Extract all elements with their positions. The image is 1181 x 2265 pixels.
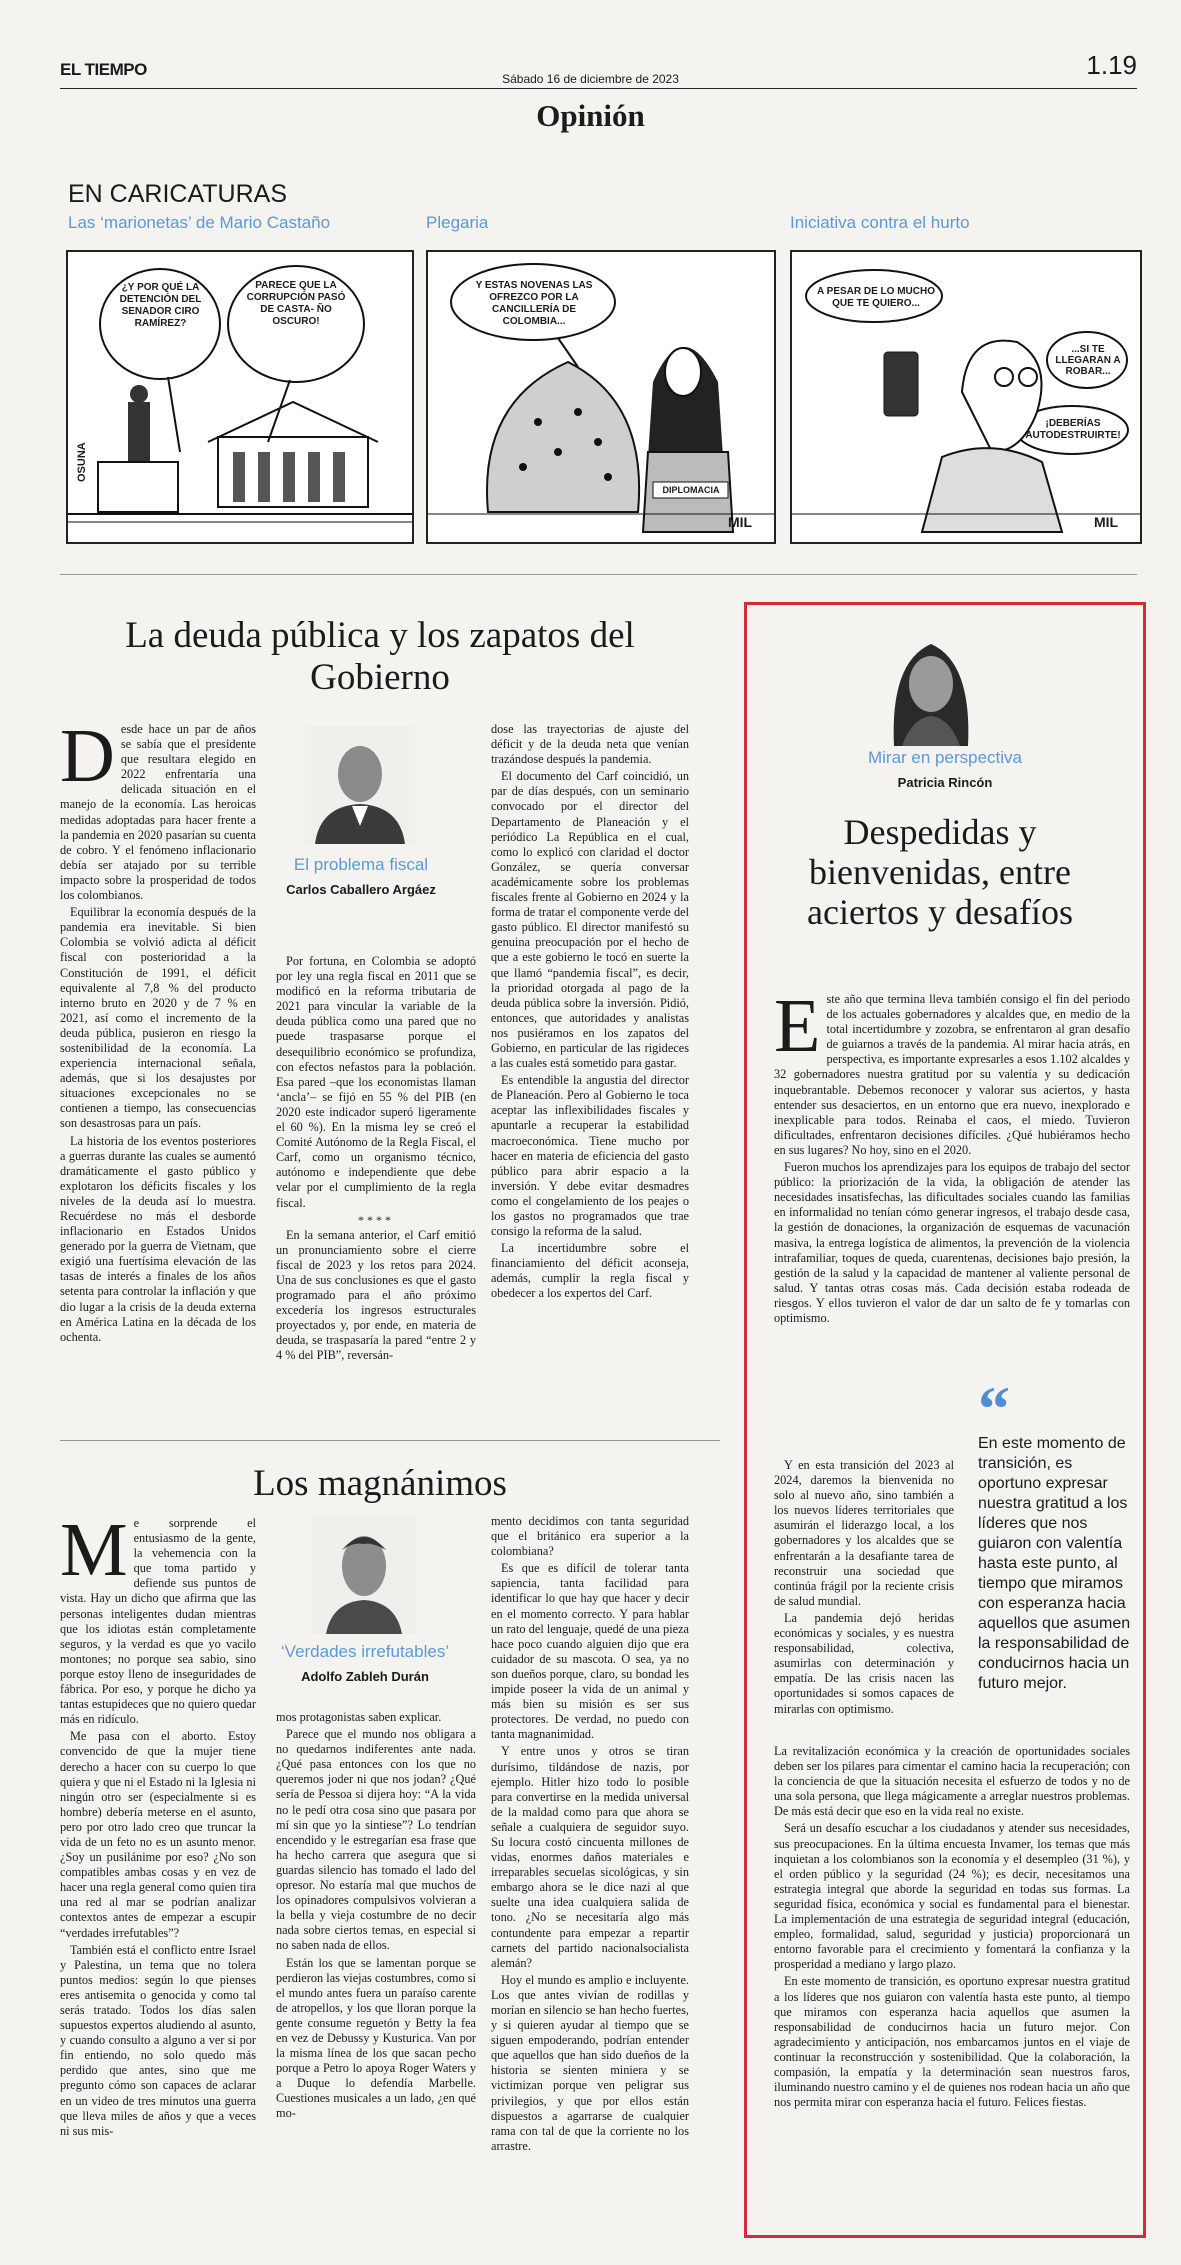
paragraph: Fueron muchos los aprendizajes para los equipos de trabajo del sector público: la priorización de la vida, la obligación de atender las necesidades insatisfechas, las dificultades sociales cuando las familias en informalidad no tenían cómo generar ingresos, el trabajo desde casa, la gestión de donaciones, la organización de esquemas de vacunación masiva, la entrega logística de alimentos, la prevención de la violencia intrafamiliar, toques de queda, cuarentenas, decisiones bajo presión, la gestión de la salud y la capacidad de mantener al valiente personal de salud. Y tantas otras cosas más. Cada decisión estaba rodeada de riesgos. Y ellos tuvieron el valor de dar un salto de fe y tomarlas con optimismo. — [774, 1160, 1130, 1325]
author-photo-rincon — [872, 622, 990, 746]
cartoon-1 — [66, 250, 414, 544]
edition-date: Sábado 16 de diciembre de 2023 — [502, 72, 679, 86]
paragraph: Y entre unos y otros se tiran durísimo, tildándose de nazis, por ejemplo. Hitler hizo todo lo posible para convertirse en la medida universal de la maldad como para que ahora se señale a cualquiera de seguidor suyo. Su locura costó cincuenta millones de vidas, enormes daños materiales e irreparables secuelas sicológicas, y sin embargo ahora se le dice nazi al que suelte una idea cualquiera salida de tono. ¿No se necesitaría algo más contundente para empezar a repartir carnets del partido nacionalsocialista alemán? — [491, 1744, 689, 1970]
paragraph: Equilibrar la economía después de la pandemia era inevitable. Si bien Colombia se volvió adicta al déficit fiscal con posterioridad a la Constitución de 1991, el déficit equivalente al 7,8 % del producto interno bruto en 2020 y de 7 % en 2021, así como el incremento de la deuda pública, pusieron en riesgo la sostenibilidad de la economía. La experiencia internacional señala, además, que si los desajustes por situaciones excepcionales no se contienen a tiempo, las consecuencias son desastrosas para un país. — [60, 905, 256, 1131]
page-number: 1.19 — [1086, 50, 1137, 80]
paragraph: La pandemia dejó heridas económicas y sociales, y es nuestra responsabilidad, colectiva, asumirlas con determinación y empatía. De las crisis nacen las oportunidades si somos capaces de mirarlas con optimismo. — [774, 1610, 954, 1716]
article1-dropcap: D — [60, 722, 115, 798]
paragraph: En la semana anterior, el Carf emitió un pronunciamiento sobre el cierre fiscal de 2023 y los retos para 2024. Una de sus conclusiones es que el gasto programado para el año próximo excedería los ingresos estructurales proyectados y, por ende, en materia de deuda, se traspasaría la pared “entre 2 y 4 % del PIB”, reversán- — [276, 1227, 476, 1363]
paragraph: Están los que se lamentan porque se perdieron las viejas costumbres, como si el mundo antes fuera un paraíso carente de atropellos, y los que lloran porque la gente consume reguetón y Betty la fea en vez de Debussy y Kusturica. Van por la misma línea de los que sacan pecho porque a Petro lo apoya Roger Waters y a Duque lo defendía Marbelle. Cuestiones musicales a un lado, ¿en qué mo- — [276, 1955, 476, 2121]
paragraph: Por fortuna, en Colombia se adoptó por ley una regla fiscal en 2011 que se modificó en la reforma tributaria de 2021 para vincular la variable de la deuda pública como una pared que no puede traspasarse porque el desequilibrio económico se profundiza, con efectos nefastos para la población. Esa pared –que los economistas llaman ‘ancla’– se fijó en 55 % del PIB (en 2020 este indicador superó ligeramente el 60 %). En la misma ley se creó el Comité Autónomo de la Regla Fiscal, el Carf, como un organismo técnico, autónomo e independiente que debe velar por el cumplimiento de la regla fiscal. — [276, 954, 476, 1210]
cartoon-1-bubble-2: PARECE QUE LA CORRUPCIÓN PASÓ DE CASTA- ÑO OSCURO! — [246, 280, 346, 327]
paragraph: La incertidumbre sobre el financiamiento del déficit aconseja, además, cumplir la regla fiscal y obedecer a los expertos del Carf. — [491, 1241, 689, 1301]
cartoon-3-bubble-3: ¡DEBERÍAS AUTODESTRUIRTE! — [1025, 418, 1121, 441]
cartoon-2-signature: MIL — [728, 514, 753, 530]
article2-dropcap: M — [60, 1516, 128, 1592]
cartoons-heading: EN CARICATURAS — [68, 180, 288, 208]
cartoon-title-3: Iniciativa contra el hurto — [790, 213, 970, 232]
paragraph: Y en esta transición del 2023 al 2024, daremos la bienvenida no solo al nuevo año, sino también a los nuevos líderes territoriales que asumirán el liderazgo local, a los gobernadores y los alcaldes que se enfrentarán a la desafiante tarea de reconstruir una sociedad que continúa frágil por la reciente crisis de salud mundial. — [774, 1458, 954, 1608]
article3-title: Despedidas y bienvenidas, entre aciertos y desafíos — [807, 812, 1073, 932]
article2-col3 — [491, 1514, 689, 2234]
paragraph: mos protagonistas saben explicar. — [276, 1710, 442, 1724]
paragraph: En este momento de transición, es oportuno expresar nuestra gratitud a los líderes que nos guiaron con valentía hasta este punto, al tiempo que miramos con esperanza hacia aquellos que asumen la responsabilidad de conducirnos hacia un futuro mejor. Con agradecimiento y anticipación, nos embarcamos juntos en el viaje de continuar la reconstrucción y sostenibilidad. Que la colaboración, la compasión, la empatía y la determinación sean nuestros faros, iluminando nuestro camino y el de quienes nos rodean hacia un año que nos permita mirar con esperanza hacia el futuro. Felices fiestas. — [774, 1974, 1130, 2110]
paragraph: La revitalización económica y la creación de oportunidades sociales deben ser los pilares para cimentar el camino hacia la recuperación; con la conciencia de que la situación necesita el esfuerzo de todos y no de una sola persona, que llega mágicamente a arreglar nuestros problemas. De más está decir que eso en la vida real no existe. — [774, 1744, 1130, 1819]
article1-author: Carlos Caballero Argáez — [286, 882, 436, 897]
pull-quote-text: En este momento de transición, es oportuno expresar nuestra gratitud a los líderes que nos guiaron con valentía hasta este punto, al tiempo que miramos con esperanza hacia aquellos que asumen la responsabilidad de conducirnos hacia un futuro mejor. — [978, 1435, 1131, 1692]
article-divider — [60, 1440, 720, 1441]
article1-column-name: El problema fiscal — [293, 855, 429, 874]
article1-col1 — [60, 722, 256, 1382]
portrait-icon — [305, 726, 415, 844]
article1-col3 — [491, 722, 689, 1382]
paragraph: e sorprende el entusiasmo de la gente, la vehemencia con la que toma partido y defiende sus puntos de vista. Hay un dicho que afirma que las personas inteligentes dudan mientras que los idiotas están completamente seguros, y la verdad es que yo vacilo montones; no porque sea sabio, sino porque estoy lleno de inseguridades de fábrica. Por eso, y porque he dicho ya tantas estupideces que no quiero quedar más en ridículo. — [60, 1516, 256, 1727]
paragraph: mento decidimos con tanta seguridad que el británico era superior a la colombiana? — [491, 1514, 689, 1559]
paragraph: La historia de los eventos posteriores a guerras durante las cuales se aumentó dramáticamente el gasto público y explotaron los déficits fiscales y los niveles de la deuda así lo muestra. Recuérdese no más el desborde inflacionario en Estados Unidos generado por la guerra de Vietnam, que exigió una fuertísima elevación de las tasas de interés a finales de los años setenta para controlar la inflación y que dio lugar a la crisis de la deuda externa en América Latina en la década de los ochenta. — [60, 1133, 256, 1344]
cartoon-2-label: DIPLOMACIA — [662, 485, 720, 495]
paragraph: Será un desafío escuchar a los ciudadanos y atender sus necesidades, sus preocupaciones. En la última encuesta Invamer, los temas que más inquietan a los colombianos son la economía y el desempleo (31 %), y el orden público y la seguridad (24 %); es decir, necesitamos una estrategia integral que aborde la seguridad en todas sus formas. La seguridad física, económica y social es fundamental para el bienestar. La implementación de una estrategia de seguridad integral (educación, empleo, formalidad, salud, seguridad y justicia) proporcionará un entorno favorable para el crecimiento y fomentará la confianza y la prosperidad a mediano y largo plazo. — [774, 1821, 1130, 1972]
cartoons-divider — [60, 574, 1137, 575]
article1-title: La deuda pública y los zapatos del Gobierno — [125, 615, 635, 698]
author-photo-caballero — [305, 726, 415, 844]
cartoon-3-bubble-1: A PESAR DE LO MUCHO QUE TE QUIERO... — [817, 286, 935, 309]
paragraph: El documento del Carf coincidió, un par de días después, con un seminario convocado por el director del Departamento de Planeación y el periódico La República en el cual, como lo explicó con claridad el doctor González, se quería conversar académicamente sobre los problemas fiscales frente al Gobierno en 2024 y la forma de tratar el componente verde del gasto público. El director manifestó su genuina preocupación por el hecho de que a este gobierno le tocó en suerte la que llamó “pandemia fiscal”, es decir, la prioridad otorgada al pago de la deuda pública sobre la inversión. Pidió, entonces, que autoridades y analistas nos pusiéramos en los zapatos del Gobierno, en particular de las rigideces a las cuales está sometido para gastar. — [491, 769, 689, 1071]
masthead: EL TIEMPO — [60, 60, 147, 79]
quote-icon: “ — [978, 1373, 1010, 1444]
paragraph: ste año que termina lleva también consigo el fin del periodo de los actuales gobernadores y alcaldes que, en medio de la total incertidumbre y zozobra, se enfrentaron al gran desafío de guiarnos a través de la pandemia. Al mirar hacia atrás, en perspectiva, es importante expresarles a esos 1.102 alcaldes y 32 gobernadores nuestra gratitud por su valentía y su dedicación inquebrantable. Debemos reconocer y valorar sus aciertos, y hasta entender sus desaciertos, en un entorno que era nuevo, inexplorado e inexplicable para todos. Reinaba el caos, el miedo. Tuvieron dificultades, enfrentaron decisiones difíciles. ¿Qué hubiéramos hecho en sus lugares? No hoy, sino en el 2020. — [774, 992, 1130, 1157]
portrait-icon — [872, 622, 990, 746]
article3-column-name: Mirar en perspectiva — [867, 748, 1022, 767]
article2-title: Los magnánimos — [253, 1463, 507, 1504]
article2-author: Adolfo Zableh Durán — [301, 1669, 429, 1684]
article3-author: Patricia Rincón — [897, 775, 993, 790]
cartoon-title-1: Las ‘marionetas’ de Mario Castaño — [68, 213, 331, 232]
cartoon-2-bubble: Y ESTAS NOVENAS LAS OFREZCO POR LA CANCILLERÍA DE COLOMBIA... — [475, 280, 593, 327]
cartoon-1-bubble-1: ¿Y POR QUÉ LA DETENCIÓN DEL SENADOR CIRO RAMÍREZ? — [119, 282, 202, 329]
cartoon-3-signature: MIL — [1094, 514, 1119, 530]
article3-narrow — [774, 1458, 954, 1738]
article3-bottom — [774, 1744, 1130, 2224]
paragraph: Hoy el mundo es amplio e incluyente. Los que antes vivían de rodillas y morían en silencio se han hecho fuertes, y si quieren ayudar al tiempo que se siguen empoderando, podrían entender que aquellos que han sido dueños de la historia se sienten miniera y se victimizan porque ven peligrar sus privilegios, y que por ellos están dispuestos a agarrarse de cualquier rama con tal de que la corriente no los arrastre. — [491, 1972, 689, 2153]
paragraph: esde hace un par de años se sabía que el presidente que resultara elegido en 2022 enfrentaría una delicada situación en el manejo de la economía. Las heroicas medidas adoptadas para hacer frente a la pandemia en 2020 pasarían su cuenta de cobro. Y el fenómeno inflacionario debía ser atajado por su terrible impacto sobre la prosperidad de todos los colombianos. — [60, 722, 256, 903]
article2-column-name: ‘Verdades irrefutables’ — [280, 1642, 450, 1661]
cartoon-title-2: Plegaria — [426, 213, 489, 232]
separator-stars: **** — [358, 1212, 394, 1227]
section-title: Opinión — [536, 98, 645, 133]
portrait-icon — [312, 1514, 416, 1634]
cartoon-1-signature: OSUNA — [76, 442, 88, 482]
cartoon-3-bubble-2: ...SI TE LLEGARAN A ROBAR... — [1055, 344, 1121, 377]
author-photo-zableh — [312, 1514, 416, 1634]
cartoon-2 — [426, 250, 776, 544]
article2-col2 — [276, 1710, 476, 2235]
paragraph: Es que es difícil de tolerar tanta sapiencia, tanta facilidad para identificar lo que hay que hacer y decir en el momento correcto. Y para hablar un rato del lenguaje, quedé de una pieza hace poco cuando alguien dijo que era cuidador de su mascota. O sea, ya no son dueños porque, claro, su bondad les impide poseer la vida de un animal y más bien su misión es ser sus protectores. De verdad, no puedo con tanta magnanimidad. — [491, 1561, 689, 1742]
cartoon-3 — [790, 250, 1142, 544]
paragraph: dose las trayectorias de ajuste del déficit y de la deuda neta que venían trazándose después la pandemia. — [491, 722, 689, 767]
article3-dropcap: E — [774, 992, 821, 1068]
pull-quote — [978, 1373, 1134, 1694]
paragraph: Parece que el mundo nos obligara a no quedarnos indiferentes ante nada. ¿Qué pasa entonces con los que no queremos joder ni que nos jodan? ¿Qué sería de Pessoa si dijera hoy: “A la vida no le pedí otra cosa sino que pasara por mí sin que yo la sintiese”? Lo tendrían encendido y le estregarían esa frase que ha hecho carrera que asegura que si guardas silencio has tomado el lado del opresor. No estaría mal que muchos de los opinadores compulsivos volvieran a la bella y vieja costumbre de no decir nada sobre ciertos temas, en especial si no saben nada de ellos. — [276, 1727, 476, 1953]
article2-col1 — [60, 1516, 256, 2236]
paragraph: Es entendible la angustia del director de Planeación. Pero al Gobierno le toca aceptar las inflexibilidades fiscales y apuntarle a recuperar la estabilidad macroeconómica. Tiene mucho por hacer en materia de eficiencia del gasto público para abrir espacio a la inversión. Y debe evitar desmadres como el congelamiento de los peajes o los gastos no programados que trae consigo la reforma de la salud. — [491, 1073, 689, 1239]
header-rule — [60, 88, 1137, 89]
paragraph: Me pasa con el aborto. Estoy convencido de que la mujer tiene derecho a hacer con su cuerpo lo que quiera y que ni el Estado ni la Iglesia ni ningún otro ser (especialmente si es hombre) debería meterse en el asunto, pero por otro lado creo que truncar la vida de un feto no es un asunto menor. ¿Soy un pusilánime por eso? ¿No son compatibles ambas cosas y en vez de hacer una regla general como quien tira una red al mar se podrían analizar contextos antes de empezar a escupir “verdades irrefutables”? — [60, 1729, 256, 1940]
paragraph: También está el conflicto entre Israel y Palestina, un tema que no tolera puntos medios: según lo que pienses eres antisemita o genocida y como tal serás tratado. Todos los días salen supuestos expertos aludiendo al asunto, y cuando consulto a alguno a ver si por fin entiendo, no solo quedo más perdido que antes, sino que me pregunto cómo son capaces de aclarar en un video de tres minutos una guerra que lleva miles de años y que a veces ni sus mis- — [60, 1942, 256, 2138]
article1-col2 — [276, 954, 476, 1384]
